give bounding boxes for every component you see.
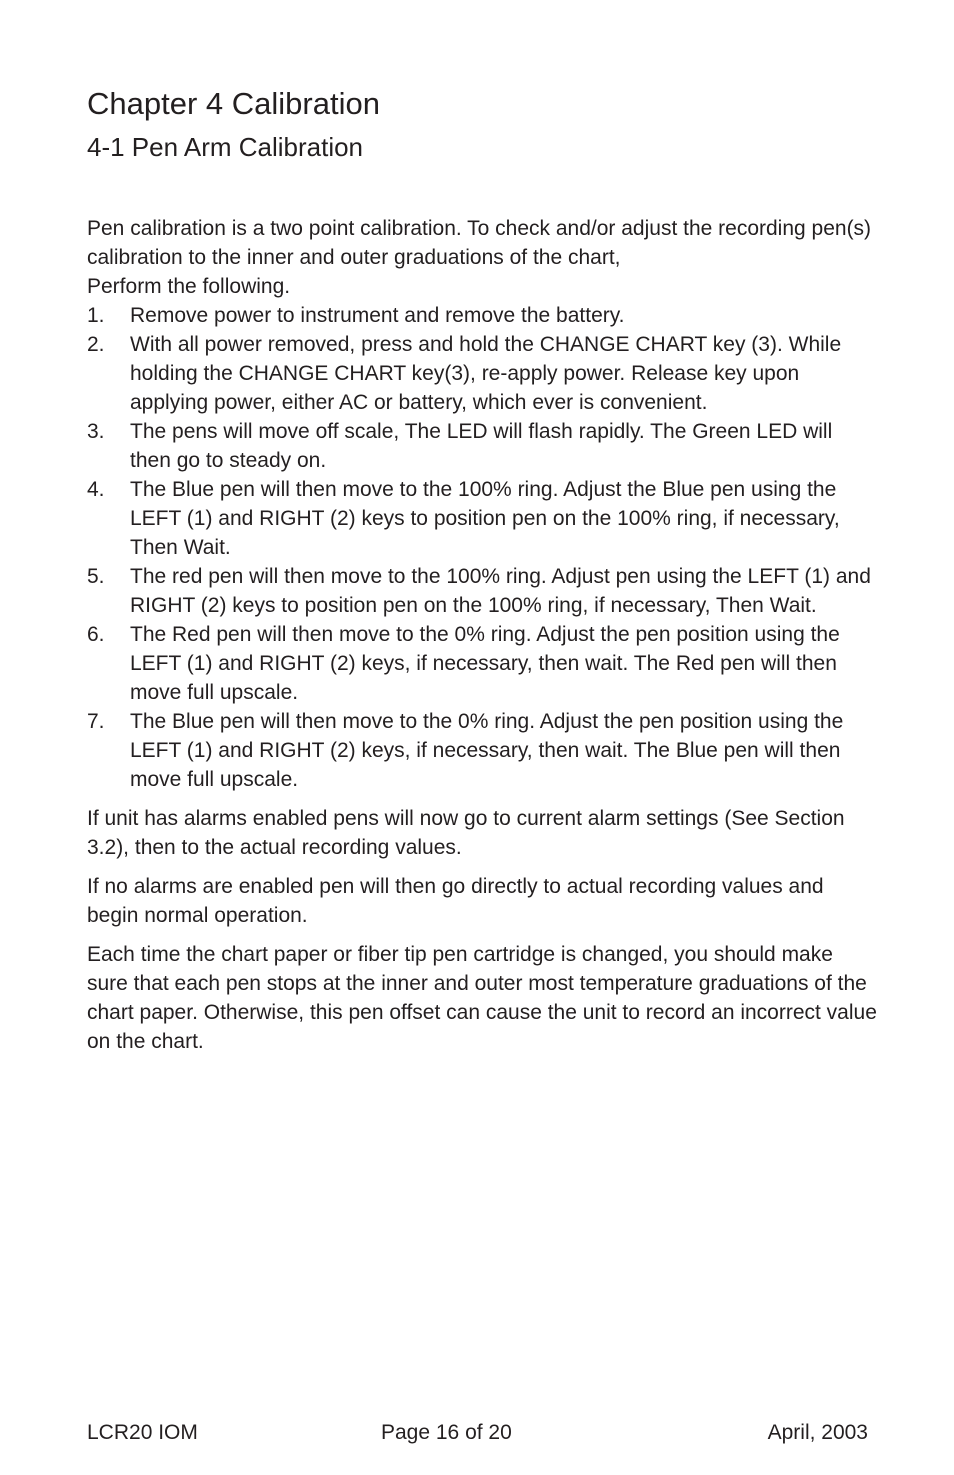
footer-date: April, 2003 [767,1421,868,1444]
step-text: Remove power to instrument and remove the battery. [130,304,625,327]
chapter-title: Chapter 4 Calibration [87,86,380,121]
list-item [87,620,877,707]
list-item [87,475,877,562]
list-item [87,562,877,620]
step-number: 5. [87,565,105,588]
list-item [87,417,877,475]
step-text: The pens will move off scale, The LED will flash rapidly. The Green LED will then go to steady on. [130,420,833,472]
step-number: 2. [87,333,105,356]
calibration-steps [87,301,877,794]
alarms-enabled-paragraph: If unit has alarms enabled pens will now go to current alarm settings (See Section 3.2), then to the actual recording values. [87,807,845,859]
step-text: The red pen will then move to the 100% ring. Adjust pen using the LEFT (1) and RIGHT (2) keys to position pen on the 100% ring, if necessary, Then Wait. [130,565,871,617]
chart-change-paragraph: Each time the chart paper or fiber tip pen cartridge is changed, you should make sure that each pen stops at the inner and outer most temperature graduations of the chart paper. Otherwise, this pen offset can cause the unit to record an incorrect value on the chart. [87,943,877,1053]
footer-document-id: LCR20 IOM [87,1421,198,1444]
list-item [87,707,877,794]
no-alarms-paragraph: If no alarms are enabled pen will then go directly to actual recording values and begin normal operation. [87,875,824,927]
step-text: The Red pen will then move to the 0% ring. Adjust the pen position using the LEFT (1) and RIGHT (2) keys, if necessary, then wait. The Red pen will then move full upscale. [130,623,840,704]
footer-page-number: Page 16 of 20 [381,1421,512,1444]
step-text: The Blue pen will then move to the 0% ring. Adjust the pen position using the LEFT (1) and RIGHT (2) keys, if necessary, then wait. The Blue pen will then move full upscale. [130,710,844,791]
step-number: 3. [87,420,105,443]
step-number: 1. [87,304,105,327]
intro-paragraph: Pen calibration is a two point calibration. To check and/or adjust the recording pen(s) calibration to the inner and outer graduations of the chart, [87,217,872,269]
step-text: With all power removed, press and hold the CHANGE CHART key (3). While holding the CHANGE CHART key(3), re-apply power. Release key upon applying power, either AC or battery, which ever is convenient. [130,333,842,414]
step-number: 7. [87,710,105,733]
section-title: 4-1 Pen Arm Calibration [87,132,364,162]
page-footer [87,1418,868,1448]
perform-line: Perform the following. [87,275,291,298]
step-number: 6. [87,623,105,646]
step-text: The Blue pen will then move to the 100% ring. Adjust the Blue pen using the LEFT (1) and RIGHT (2) keys to position pen on the 100% ring, if necessary, Then Wait. [130,478,840,559]
step-number: 4. [87,478,105,501]
body-content [87,214,877,1056]
list-item [87,301,877,330]
list-item [87,330,877,417]
